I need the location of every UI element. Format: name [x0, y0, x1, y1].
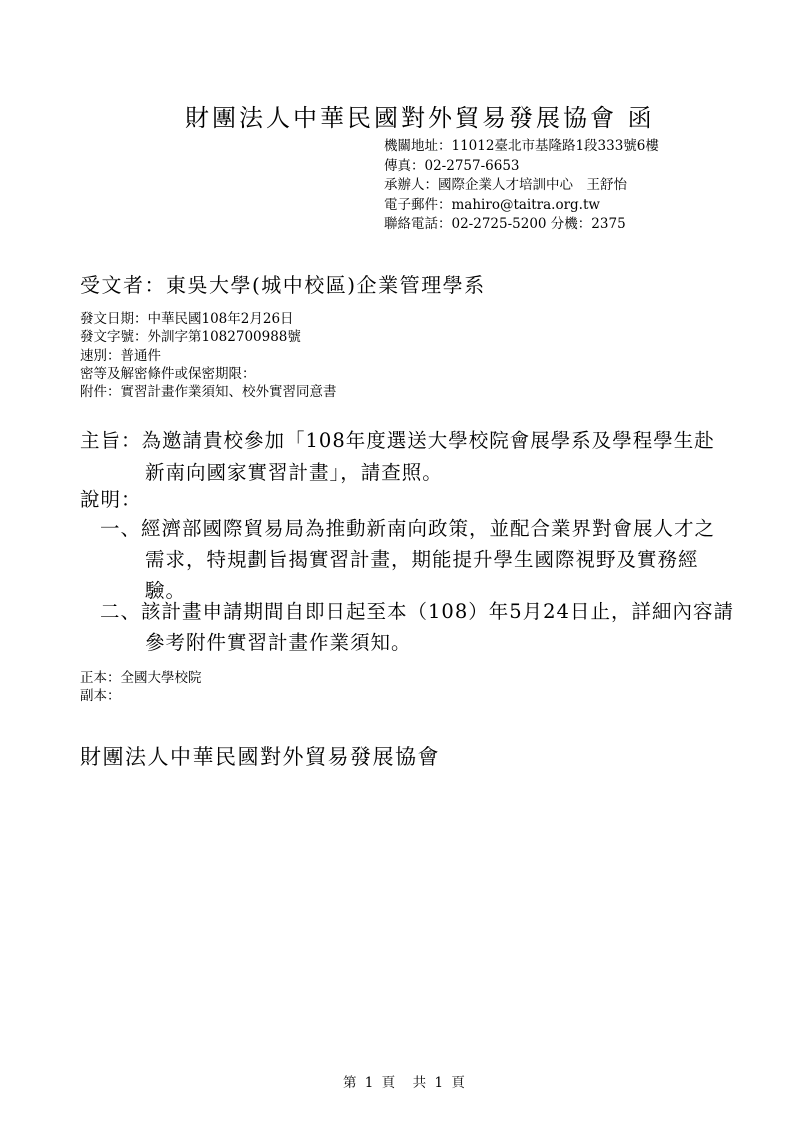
explanation-line: 參考附件實習計畫作業須知。 — [145, 631, 412, 654]
explanation-line: 二、該計畫申請期間自即日起至本（108）年5月24日止，詳細內容請 — [100, 600, 734, 623]
original-recipients: 正本：全國大學校院 — [80, 670, 202, 686]
issue-date: 發文日期：中華民國108年2月26日 — [80, 311, 294, 327]
distribution — [80, 669, 202, 705]
document-meta — [80, 310, 337, 401]
document-title: 財團法人中華民國對外貿易發展協會 函 — [185, 104, 655, 132]
page-number: 第 1 頁 共 1 頁 — [343, 1075, 467, 1091]
confidentiality: 密等及解密條件或保密期限： — [80, 365, 256, 382]
organization-signature: 財團法人中華民國對外貿易發展協會 — [80, 745, 440, 769]
delivery-speed: 速別：普通件 — [80, 347, 161, 364]
document-number: 發文字號：外訓字第1082700988號 — [80, 329, 301, 346]
sender-contact-person: 承辦人：國際企業人才培訓中心 王舒怡 — [384, 177, 627, 193]
subject-line: 新南向國家實習計畫」，請查照。 — [145, 461, 443, 484]
explanation-item — [100, 596, 734, 658]
copy-recipients: 副本： — [80, 688, 121, 704]
sender-email: 電子郵件：mahiro@taitra.org.tw — [384, 196, 600, 213]
sender-phone: 聯絡電話：02-2725-5200 分機：2375 — [384, 216, 626, 232]
explanation-item — [100, 513, 715, 606]
explanation-line: 需求，特規劃旨揭實習計畫，期能提升學生國際視野及實務經 — [145, 548, 699, 571]
explanation-line: 一、經濟部國際貿易局為推動新南向政策，並配合業界對會展人才之 — [100, 517, 716, 540]
sender-info — [384, 137, 659, 235]
explanation-label: 說明： — [80, 488, 142, 511]
sender-fax: 傳真：02-2757-6653 — [384, 157, 520, 174]
subject-line: 主旨：為邀請貴校參加「108年度選送大學校院會展學系及學程學生赴 — [80, 429, 715, 452]
sender-address: 機關地址：11012臺北市基隆路1段333號6樓 — [384, 138, 659, 154]
explanation-line: 驗。 — [145, 579, 187, 602]
recipient: 受文者：東吳大學(城中校區)企業管理學系 — [80, 273, 486, 297]
attachments: 附件：實習計畫作業須知、校外實習同意書 — [80, 384, 337, 401]
subject — [80, 425, 715, 489]
